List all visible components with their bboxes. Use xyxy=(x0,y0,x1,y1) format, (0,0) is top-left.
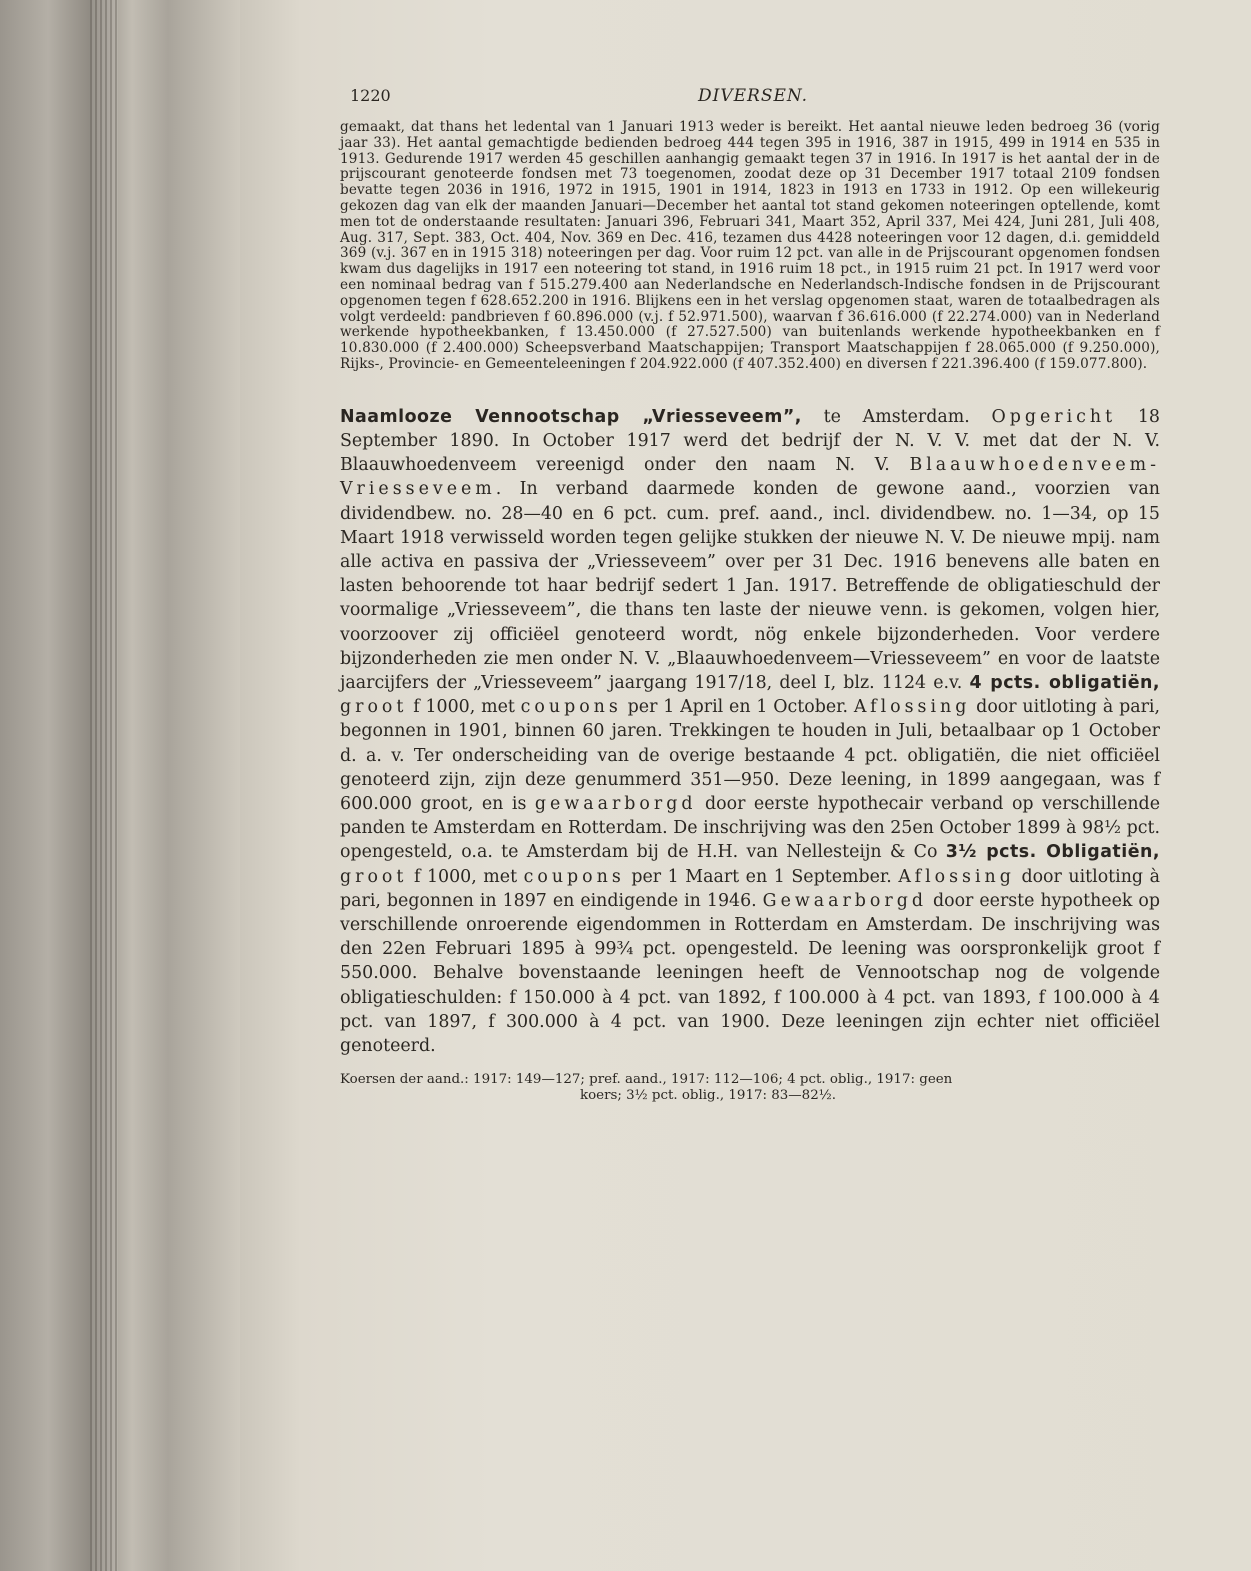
coupons-label-2: coupons xyxy=(523,866,625,887)
groot-label-2: groot xyxy=(340,866,408,887)
coupons-label: coupons xyxy=(520,697,622,718)
gewaarborgd-label-2: Gewaarborgd xyxy=(762,890,927,911)
company-text-3: f 1000, met xyxy=(407,697,521,718)
page-content xyxy=(340,86,1160,1104)
groot-label: groot xyxy=(340,697,408,718)
book-spine xyxy=(0,0,240,1571)
page-number: 1220 xyxy=(350,86,391,105)
footnote-line-2: koers; 3½ pct. oblig., 1917: 83—82½. xyxy=(580,1088,836,1104)
company-location: te Amsterdam. xyxy=(801,406,970,427)
founded-label: Opgericht xyxy=(991,406,1117,427)
loan-1-title: 4 pcts. obligatiën, xyxy=(969,672,1160,693)
company-text-8: per 1 Maart en 1 September. xyxy=(624,866,899,887)
company-paragraph xyxy=(340,405,1160,1058)
aflossing-label: Aflossing xyxy=(853,697,971,718)
company-text-2: . In verband daarmede konden de gewone aand., voorzien van dividendbew. no. 28—40 en 6 pct. cum. pref. aand., incl. dividendbew. no. 1—34, op 15 Maart 1918 verwisseld worden tegen gelijke stukken der nieuwe N. V. De nieuwe mpij. nam alle activa en passiva der „Vriesseveem” over per 31 Dec. 1916 benevens alle baten en lasten behoorende tot haar bedrijf sedert 1 Jan. 1917. Betreffende de obligatieschuld der voormalige „Vriesseveem”, die thans ten laste der nieuwe venn. is gekomen, volgen hier, voorzoover zij officiëel genoteerd wordt, nög enkele bijzonderheden. Voor verdere bijzonderheden zie men onder N. V. „Blaauwhoedenveem—Vriesseveem” en voor de laatste jaarcijfers der „Vriesseveem” jaargang 1917/18, deel I, blz. 1124 e.v. xyxy=(340,479,1160,693)
price-footnote xyxy=(340,1072,1160,1104)
running-head: DIVERSEN. xyxy=(698,86,809,106)
loan-2-title: 3½ pcts. Obligatiën, xyxy=(945,842,1160,863)
company-text-9: door uitloting à pari, begonnen in 1897 en eindigende in 1946. xyxy=(340,866,1160,911)
company-text-1: 18 September 1890. In October 1917 werd det bedrijf der N. V. V. met dat der N. V. Blaauwhoedenveem vereenigd onder den naam N. V. xyxy=(340,406,1160,476)
gewaarborgd-label: gewaarborgd xyxy=(534,794,697,814)
company-text-10: door eerste hypotheek op verschillende onroerende eigendommen in Rotterdam en Amsterdam. De inschrijving was den 22en Februari 1895 à 99¾ pct. opengesteld. De leening was oorspronkelijk groot f 550.000. Behalve bovenstaande leeningen heeft de Vennootschap nog de volgende obligatieschulden: f 150.000 à 4 pct. van 1892, f 100.000 à 4 pct. van 1893, f 100.000 à 4 pct. van 1897, f 300.000 à 4 pct. van 1900. Deze leeningen zijn echter niet officiëel genoteerd. xyxy=(340,890,1161,1057)
company-entry xyxy=(340,405,1160,1058)
new-company-name: Blaauwhoedenveem-Vriesseveem xyxy=(340,455,1160,500)
company-text-5: door uitloting à pari, begonnen in 1901, binnen 60 jaren. Trekkingen te houden in Juli, betaalbaar op 1 October d. a. v. Ter onderscheiding van de overige bestaande 4 pct. obligatiën, die niet officiëel genoteerd zijn, zijn deze genummerd 351—950. Deze leening, in 1899 aangegaan, was f 600.000 groot, en is xyxy=(340,697,1160,814)
aflossing-label-2: Aflossing xyxy=(898,866,1015,887)
company-text-4: per 1 April en 1 October. xyxy=(621,697,854,718)
footnote-line-1: Koersen der aand.: 1917: 149—127; pref. aand., 1917: 112—106; 4 pct. oblig., 1917: geen xyxy=(340,1072,953,1088)
page-header xyxy=(340,86,1160,120)
stock-exchange-paragraph: gemaakt, dat thans het ledental van 1 Januari 1913 weder is bereikt. Het aantal nieuwe leden bedroeg 36 (vorig jaar 33). Het aantal gemachtigde bedienden bedroeg 444 tegen 395 in 1916, 387 in 1915, 499 in 1914 en 535 in 1913. Gedurende 1917 werden 45 geschillen aanhangig gemaakt tegen 37 in 1916. In 1917 is het aantal der in de prijscourant genoteerde fondsen met 73 toegenomen, zoodat deze op 31 December 1917 totaal 2109 fondsen bevatte tegen 2036 in 1916, 1972 in 1915, 1901 in 1914, 1823 in 1913 en 1733 in 1912. Op een willekeurig gekozen dag van elk der maanden Januari—December het aantal tot stand gekomen noteeringen optellende, komt men tot de onderstaande resultaten: Januari 396, Februari 341, Maart 352, April 337, Mei 424, Juni 281, Juli 408, Aug. 317, Sept. 383, Oct. 404, Nov. 369 en Dec. 416, tezamen dus 4428 noteeringen voor 12 dagen, d.i. gemiddeld 369 (v.j. 367 en in 1915 318) noteeringen per dag. Voor ruim 12 pct. van alle in de Prijscourant opgenomen fondsen kwam dus dagelijks in 1917 een noteering tot stand, in 1916 ruim 18 pct., in 1915 ruim 21 pct. In 1917 werd voor een nominaal bedrag van f 515.279.400 aan Nederlandsche en Nederlandsch-Indische fondsen in de Prijscourant opgenomen tegen f 628.652.200 in 1916. Blijkens een in het verslag opgenomen staat, waren de totaalbedragen als volgt verdeeld: pandbrieven f 60.896.000 (v.j. f 52.971.500), waarvan f 36.616.000 (f 22.274.000) van in Nederland werkende hypotheekbanken, f 13.450.000 (f 27.527.500) van buitenlands werkende hypotheekbanken en f 10.830.000 (f 2.400.000) Scheepsverband Maatschappijen; Transport Maatschappijen f 28.065.000 (f 9.250.000), Rijks-, Provincie- en Gemeenteleeningen f 204.922.000 (f 407.352.400) en diversen f 221.396.400 (f 159.077.800). xyxy=(340,119,1160,372)
company-text-6: door eerste hypothecair verband op verschillende panden te Amsterdam en Rotterdam. De inschrijving was den 25en October 1899 à 98½ pct. opengesteld, o.a. te Amsterdam bij de H.H. van Nellesteijn & Co xyxy=(340,794,1160,863)
company-text-7: f 1000, met xyxy=(407,866,524,887)
company-name: Naamlooze Vennootschap „Vriesseveem”, xyxy=(340,406,802,427)
